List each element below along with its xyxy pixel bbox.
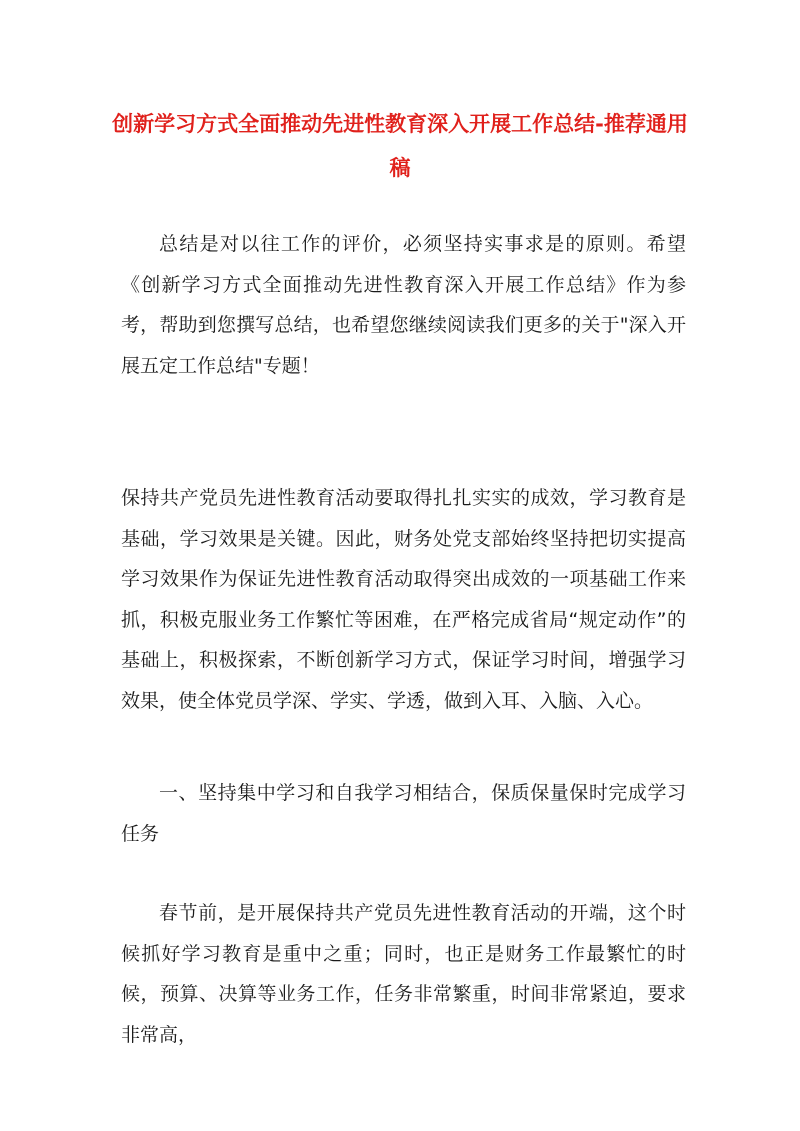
document-title: 创新学习方式全面推动先进性教育深入开展工作总结-推荐通用稿 [112, 112, 688, 180]
section-heading-1: 一、坚持集中学习和自我学习相结合，保质保量保时完成学习任务 [121, 782, 686, 845]
body-paragraph-2: 春节前，是开展保持共产党员先进性教育活动的开端，这个时候抓好学习教育是重中之重；同时，也正是财务工作最繁忙的时候，预算、决算等业务工作，任务非常繁重，时间非常紧迫，要求非常高， [121, 902, 686, 1046]
intro-paragraph: 总结是对以往工作的评价，必须坚持实事求是的原则。希望《创新学习方式全面推动先进性教育深入开展工作总结》作为参考，帮助到您撰写总结，也希望您继续阅读我们更多的关于"深入开展五定工作总结"专题！ [121, 233, 686, 377]
body-paragraph-1: 保持共产党员先进性教育活动要取得扎扎实实的成效，学习教育是基础，学习效果是关键。因此，财务处党支部始终坚持把切实提高学习效果作为保证先进性教育活动取得突出成效的一项基础工作来抓，积极克服业务工作繁忙等困难，在严格完成省局“规定动作”的基础上，积极探索，不断创新学习方式，保证学习时间，增强学习效果，使全体党员学深、学实、学透，做到入耳、入脑、入心。 [121, 487, 686, 712]
